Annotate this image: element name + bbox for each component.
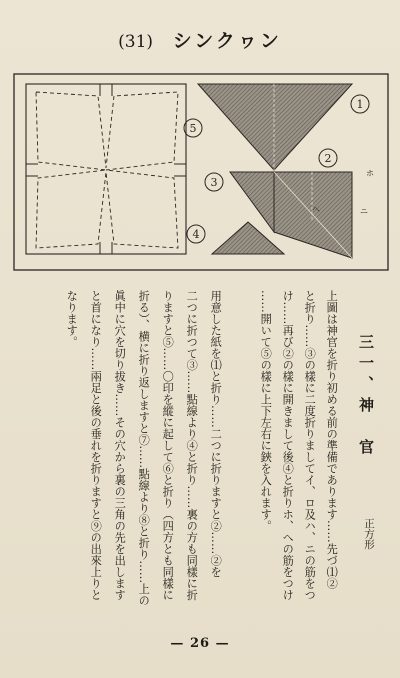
section-title: シンクヮン bbox=[172, 30, 282, 52]
diagram-4 bbox=[187, 222, 284, 254]
text-column-11: と首になり……兩足と後の垂れを折りますと⑨の出來上りと bbox=[89, 290, 103, 601]
diagram-label-2: 2 bbox=[324, 152, 332, 165]
text-column-9: 折る）、横に折り返しますと⑦……點線より⑧と折り……上の bbox=[137, 290, 151, 607]
text-column-2: と折り……③の樣に二度折りましてイ、ロ及ハ、ニの筋をつ bbox=[303, 290, 317, 601]
text-column-4: ……開いて⑤の樣に上下左右に鋏を入れます。 bbox=[259, 290, 273, 532]
text-column-1: 上圖は神官を折り初める前の準備であります……先づ⑴② bbox=[325, 290, 339, 589]
text-column-7: 二つに折つて③……點線より④と折り……裏の方も同樣に折 bbox=[185, 290, 199, 601]
diagram-label-3: 3 bbox=[210, 176, 218, 189]
page-header bbox=[0, 26, 400, 53]
text-column-6: 用意した紙を⑴と折り……二つに折りますと②……②を bbox=[209, 290, 223, 578]
folding-diagram bbox=[12, 72, 390, 272]
mark-he: ヘ bbox=[312, 205, 320, 214]
article-body bbox=[14, 290, 388, 625]
text-column-12: なります。 bbox=[65, 290, 79, 348]
diagram-label-4: 4 bbox=[192, 228, 200, 241]
article-heading: 三一、神 官 bbox=[357, 334, 375, 460]
diagram-1 bbox=[198, 84, 369, 170]
article-subtitle: 正方形 bbox=[363, 518, 375, 550]
text-column-8: りますと⑤……〇印を縱に起して⑥と折り（四方とも同樣に bbox=[161, 290, 175, 601]
page-number: — 26 — bbox=[170, 636, 230, 651]
diagram-5 bbox=[26, 84, 202, 254]
diagram-label-5: 5 bbox=[189, 122, 197, 135]
mark-ni: ニ bbox=[360, 207, 368, 216]
text-column-10: 眞中に穴を切り拔き……その穴から裏の三角の先を出します bbox=[113, 290, 127, 601]
diagram-2 bbox=[319, 149, 337, 167]
text-column-3: け……再び②の樣に開きまして後④と折りホ、への筋をつけ bbox=[281, 290, 295, 601]
section-number: (31) bbox=[118, 32, 154, 52]
mark-ho: ホ bbox=[366, 169, 374, 178]
diagram-label-1: 1 bbox=[356, 98, 364, 111]
